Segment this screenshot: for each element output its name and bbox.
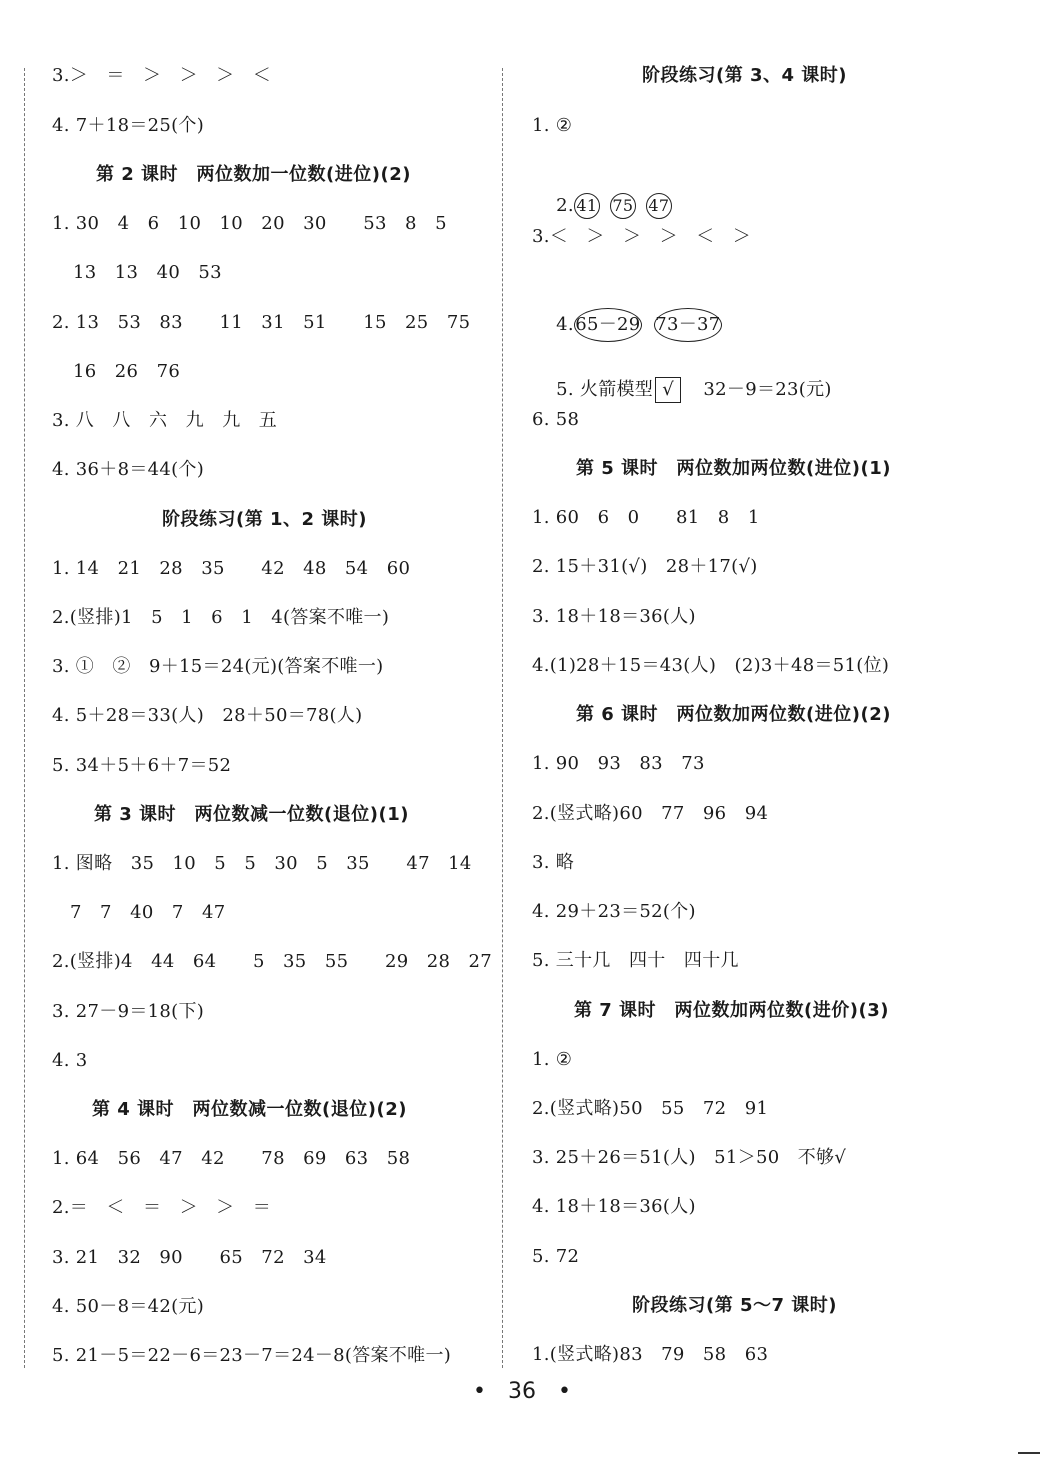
answer-line: 3. 18＋18＝36(人) [532,606,696,627]
answer-line: 4. 29＋23＝52(个) [532,901,696,922]
answer-line: 6. 58 [532,409,580,430]
answer-line: 2.(竖排)1 5 1 6 1 4(答案不唯一) [52,607,390,628]
answer-line: 1. 60 6 0 81 8 1 [532,507,760,528]
item-number: 4. [556,314,574,335]
column-divider [502,68,503,1368]
answer-line: 2. 15＋31(√) 28＋17(√) [532,556,758,577]
answer-line: 4. 5＋28＝33(人) 28＋50＝78(人) [52,705,363,726]
circled-expression: 65－29 [574,308,642,342]
section-heading: 第 4 课时 两位数减一位数(退位)(2) [92,1099,407,1120]
answer-line: 2.＝ ＜ ＝ ＞ ＞ ＝ [52,1197,272,1218]
answer-line: 5. 三十几 四十 四十几 [532,950,739,971]
answer-line: 3. 八 八 六 九 九 五 [52,410,278,431]
answer-line: 1. 90 93 83 73 [532,753,705,774]
circled-number: 75 [610,193,636,219]
answer-line: 13 13 40 53 [73,262,222,283]
answer-line: 4. 50－8＝42(元) [52,1296,205,1317]
answer-line: 1. 64 56 47 42 78 69 63 58 [52,1148,411,1169]
page-number: • 36 • [473,1379,571,1404]
answer-line: 4. 18＋18＝36(人) [532,1196,696,1217]
answer-line: 2.(竖排)4 44 64 5 35 55 29 28 27 [52,951,493,972]
answer-line: 1. 30 4 6 10 10 20 30 53 8 5 [52,213,447,234]
answer-line: 4.(1)28＋15＝43(人) (2)3＋48＝51(位) [532,655,890,676]
answer-line: 4. 36＋8＝44(个) [52,459,205,480]
answer-line: 3. 25＋26＝51(人) 51＞50 不够√ [532,1147,847,1168]
check-box: √ [655,377,681,403]
answer-line: 7 7 40 7 47 [70,902,226,923]
item-number: 2. [556,195,574,216]
section-heading: 第 6 课时 两位数加两位数(进位)(2) [576,704,891,725]
answer-line: 1. ② [532,1049,573,1070]
answer-line: 2.(竖式略)60 77 96 94 [532,803,769,824]
section-heading: 阶段练习(第 3、4 课时) [642,65,848,86]
answer-line: 4. 7＋18＝25(个) [52,115,205,136]
section-heading: 第 3 课时 两位数减一位数(退位)(1) [94,804,409,825]
section-heading: 阶段练习(第 1、2 课时) [162,509,368,530]
left-margin-rule [24,68,25,1368]
item-text: 32－9＝23(元) [685,379,832,400]
answer-line: 16 26 76 [73,361,181,382]
answer-line: 2. 13 53 83 11 31 51 15 25 75 [52,312,471,333]
answer-line: 3. 27－9＝18(下) [52,1001,205,1022]
answer-line: 3.＜ ＞ ＞ ＞ ＜ ＞ [532,226,752,247]
answer-line: 3.＞ ＝ ＞ ＞ ＞ ＜ [52,65,272,86]
answer-line: 1. 图略 35 10 5 5 30 5 35 47 14 [52,853,472,874]
circled-expression: 73－37 [654,308,722,342]
answer-line: 1. 14 21 28 35 42 48 54 60 [52,558,411,579]
answer-line: 2.(竖式略)50 55 72 91 [532,1098,769,1119]
answer-line: 3. ① ② 9＋15＝24(元)(答案不唯一) [52,656,384,677]
answer-line: 3. 21 32 90 65 72 34 [52,1247,327,1268]
item-text: 5. 火箭模型 [556,379,654,400]
answer-line: 1. ② [532,115,573,136]
circled-number: 41 [574,193,600,219]
answer-line: 4. 3 [52,1050,88,1071]
section-heading: 第 7 课时 两位数加两位数(进价)(3) [574,1000,889,1021]
answer-line: 3. 略 [532,852,575,873]
answer-line: 1.(竖式略)83 79 58 63 [532,1344,769,1365]
answer-line: 5. 34＋5＋6＋7＝52 [52,755,232,776]
section-heading: 第 2 课时 两位数加一位数(进位)(2) [96,164,411,185]
circled-number: 47 [646,193,672,219]
edge-mark [1018,1452,1040,1454]
section-heading: 阶段练习(第 5～7 课时) [632,1295,838,1316]
answer-line: 5. 72 [532,1246,580,1267]
answer-line: 5. 21－5＝22－6＝23－7＝24－8(答案不唯一) [52,1345,452,1366]
section-heading: 第 5 课时 两位数加两位数(进位)(1) [576,458,891,479]
